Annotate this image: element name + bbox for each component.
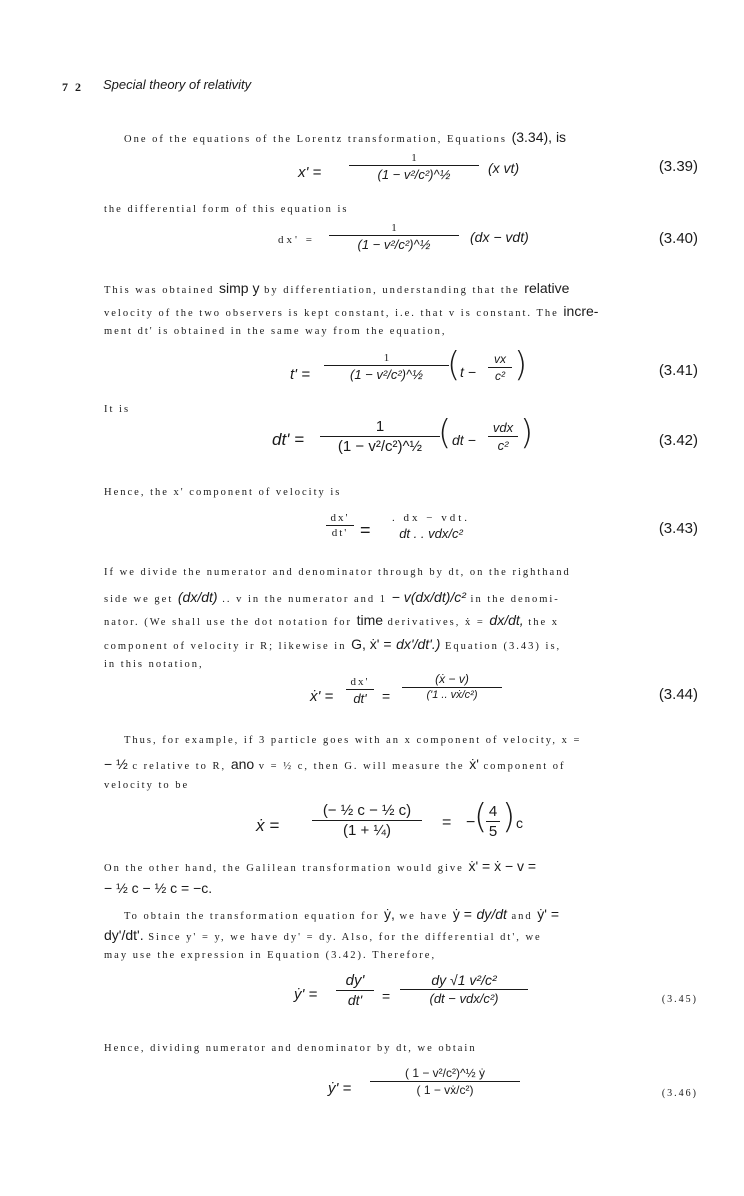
eq-equals: = (382, 988, 391, 1004)
eq-rhs: (dx − vdt) (470, 229, 529, 245)
paragraph-galilean-line2: − ½ c − ½ c = −c. (104, 880, 213, 896)
equation-3-45 (104, 972, 698, 1022)
eq-numerator: ( 1 − v²/c²)^½ ẏ (405, 1066, 485, 1080)
fraction-bar (349, 165, 479, 166)
eq-fraction (320, 418, 440, 455)
fraction-bar (336, 990, 374, 991)
text-span: time (356, 612, 384, 628)
text-span: To obtain the transformation equation for (124, 911, 380, 922)
eq-equals: = (360, 520, 371, 540)
eq-numerator: 4 (488, 803, 498, 820)
text-span: ẋ' (469, 756, 479, 772)
text-span: in the denomi- (470, 594, 560, 605)
eq-lhs: dt' = (272, 430, 305, 449)
eq-fraction-left (346, 676, 374, 706)
paragraph-hence-x: Hence, the x' component of velocity is (104, 487, 342, 498)
equation-number: (3.44) (658, 686, 698, 703)
paragraph-ydot-line2 (104, 927, 698, 943)
text-span: v = ½ c, then G. will measure the (258, 761, 465, 772)
equation-3-44 (104, 672, 698, 716)
text-span: − ½ (104, 756, 128, 772)
text-span: nator. (We shall use the dot notation for (104, 617, 352, 628)
text-span: by differentiation, understanding that the (264, 285, 520, 296)
equation-3-39 (104, 152, 698, 192)
eq-denominator: ('1 .. vẋ/c²) (426, 689, 478, 701)
text-span: component of (483, 761, 566, 772)
text-span: dy'/dt'. (104, 927, 144, 943)
eq-denominator: (1 + ¼) (343, 822, 391, 839)
left-paren: ( (438, 413, 452, 453)
equation-3-43 (104, 512, 698, 552)
paragraph-divide-line3 (104, 612, 698, 628)
fraction-bar (326, 525, 354, 526)
paragraph-example-line3: velocity to be (104, 780, 190, 791)
text-span: ẏ' = (537, 906, 560, 922)
right-paren: ) (502, 797, 516, 837)
text-span: and (511, 911, 533, 922)
paragraph-example-line2 (104, 756, 698, 772)
text-span: dx/dt, (489, 612, 524, 628)
eq-rhs: (x vt) (488, 160, 520, 176)
text-span: (dx/dt) (177, 589, 218, 605)
paragraph-lorentz-intro (124, 129, 718, 145)
text-span: One of the equations of the Lorentz transformation, Equations (124, 134, 507, 145)
eq-numerator: (ẋ − v) (435, 672, 469, 686)
eq-numerator: dx' (330, 512, 350, 524)
eq-fraction-right (376, 512, 486, 541)
text-span: component of velocity ir R; likewise in (104, 641, 347, 652)
eq-fraction (312, 802, 422, 839)
paragraph-hence-dividing: Hence, dividing numerator and denominator by dt, we obtain (104, 1043, 477, 1054)
eq-numerator: (− ½ c − ½ c) (322, 802, 412, 819)
fraction-bar (370, 1081, 520, 1082)
text-span: ẏ, (383, 906, 395, 922)
left-paren: ( (447, 345, 461, 385)
eq-fraction (349, 152, 479, 182)
fraction-bar (488, 367, 512, 368)
eq-inner-fraction (488, 352, 512, 383)
equation-example (104, 797, 698, 850)
equation-number: (3.40) (658, 230, 698, 247)
eq-fraction-left (326, 512, 354, 539)
paragraph-example-line1: Thus, for example, if 3 particle goes with an x component of velocity, x = (124, 735, 582, 746)
text-span: we have (399, 911, 449, 922)
paragraph-ydot-line3: may use the expression in Equation (3.42). Therefore, (104, 950, 437, 961)
equation-3-42 (104, 413, 698, 458)
paragraph-divide-line5: in this notation, (104, 659, 204, 670)
eq-lhs: x' = (298, 164, 322, 181)
eq-numerator: dx' (350, 676, 370, 688)
paragraph-obtained-line3: ment dt' is obtained in the same way from the equation, (104, 326, 447, 337)
eq-denominator: (dt − vdx/c²) (429, 991, 499, 1006)
eq-equals: = (382, 688, 391, 704)
fraction-bar (486, 821, 500, 822)
eq-lhs: ẋ = (256, 816, 280, 835)
paragraph-divide-line2 (104, 589, 698, 605)
text-span: velocity of the two observers is kept constant, i.e. that v is constant. The (104, 308, 559, 319)
eq-lhs: ẏ' = (294, 986, 318, 1003)
equation-number: (3.43) (658, 520, 698, 537)
eq-denominator: (1 − v²/c²)^½ (377, 167, 451, 182)
right-paren: ) (520, 413, 534, 453)
eq-numerator: dy' (345, 972, 365, 989)
eq-denominator: dt . . vdx/c² (399, 526, 463, 541)
eq-fraction (329, 222, 459, 252)
text-span: relative (524, 280, 570, 296)
eq-lhs: ẏ' = (328, 1080, 352, 1097)
eq-fraction-right (402, 672, 502, 701)
eq-denominator: dt' (331, 527, 349, 539)
paragraph-obtained-line1 (104, 280, 698, 296)
fraction-bar (329, 235, 459, 236)
eq-numerator: 1 (375, 418, 385, 435)
eq-fraction-left (336, 972, 374, 1008)
fraction-bar (346, 689, 374, 690)
eq-fraction-right (400, 972, 528, 1006)
eq-equals: = (442, 814, 452, 831)
eq-lhs: t' = (290, 366, 310, 383)
text-span: ano (230, 756, 255, 772)
eq-rhs: t − (460, 364, 476, 380)
eq-lhs: dx' = (278, 234, 315, 246)
fraction-bar (324, 365, 449, 366)
eq-denominator: dt' (347, 992, 363, 1008)
paragraph-galilean-line1 (104, 858, 698, 874)
text-span: − v(dx/dt)/c² (391, 589, 466, 605)
text-span: G, ẋ' = (351, 636, 392, 652)
eq-inner-fraction (488, 420, 518, 453)
text-span: the x (528, 617, 559, 628)
text-span: Equation (3.43) is, (445, 641, 562, 652)
left-paren: ( (474, 797, 488, 837)
eq-denominator: c² (497, 438, 509, 453)
paragraph-divide-line4 (104, 636, 698, 652)
fraction-bar (488, 436, 518, 437)
paragraph-differential: the differential form of this equation is (104, 204, 349, 215)
eq-numerator: . dx − vdt. (391, 512, 470, 524)
eq-numerator: 1 (383, 352, 390, 364)
text-span: .. v in the numerator and 1 (222, 594, 387, 605)
eq-rhs: dt − (452, 432, 476, 448)
equation-ref: (3.34), is (511, 129, 567, 145)
equation-number: (3.39) (658, 158, 698, 175)
equation-3-40 (104, 222, 698, 262)
text-span: This was obtained (104, 285, 215, 296)
eq-numerator: vdx (492, 420, 514, 435)
eq-inner-fraction (486, 803, 500, 840)
eq-denominator: c² (495, 369, 505, 383)
text-span: simp y (219, 280, 260, 296)
fraction-bar (320, 436, 440, 437)
paragraph-obtained-line2 (104, 303, 698, 319)
right-paren: ) (514, 345, 528, 385)
equation-number: (3.42) (658, 432, 698, 449)
eq-denominator: (1 − v²/c²)^½ (350, 367, 423, 382)
eq-denominator: (1 − v²/c²)^½ (357, 237, 431, 252)
text-span: derivatives, ẋ = (387, 617, 485, 628)
eq-numerator: dy √1 v²/c² (431, 972, 497, 988)
eq-denominator: 5 (488, 823, 498, 840)
eq-lhs: ẋ' = (310, 688, 334, 705)
eq-numerator: 1 (391, 222, 397, 234)
eq-fraction (370, 1066, 520, 1097)
text-span: side we get (104, 594, 174, 605)
running-title: Special theory of relativity (103, 77, 252, 92)
paragraph-ydot-line1 (124, 906, 718, 922)
eq-denominator: ( 1 − vẋ/c²) (416, 1083, 474, 1097)
page-number: 7 2 (62, 80, 83, 94)
eq-minus: − (466, 814, 476, 831)
equation-number: (3.41) (658, 362, 698, 379)
text-span: dy/dt (476, 906, 507, 922)
text-span: dx'/dt'.) (396, 636, 441, 652)
eq-denominator: (1 − v²/c²)^½ (337, 438, 423, 455)
text-span: ẋ' = ẋ − v = (468, 858, 537, 874)
fraction-bar (402, 687, 502, 688)
page-header (62, 77, 252, 95)
eq-numerator: 1 (411, 152, 417, 164)
paragraph-it-is: It is (104, 404, 131, 415)
equation-3-46 (104, 1066, 698, 1116)
fraction-bar (400, 989, 528, 990)
text-span: incre- (563, 303, 599, 319)
equation-number: (3.46) (661, 1088, 698, 1099)
text-span: c relative to R, (132, 761, 227, 772)
eq-denominator: dt' (353, 691, 367, 706)
equation-3-41 (104, 345, 698, 392)
equation-number: (3.45) (661, 994, 698, 1005)
text-span: On the other hand, the Galilean transformation would give (104, 863, 464, 874)
eq-rhs: c (516, 815, 523, 831)
paragraph-divide-line1: If we divide the numerator and denominator through by dt, on the righthand (104, 567, 571, 578)
fraction-bar (312, 820, 422, 821)
eq-fraction (324, 352, 449, 382)
eq-numerator: vx (494, 352, 506, 366)
text-span: Since y' = y, we have dy' = dy. Also, for the differential dt', we (148, 932, 542, 943)
text-span: ẏ = (452, 906, 472, 922)
